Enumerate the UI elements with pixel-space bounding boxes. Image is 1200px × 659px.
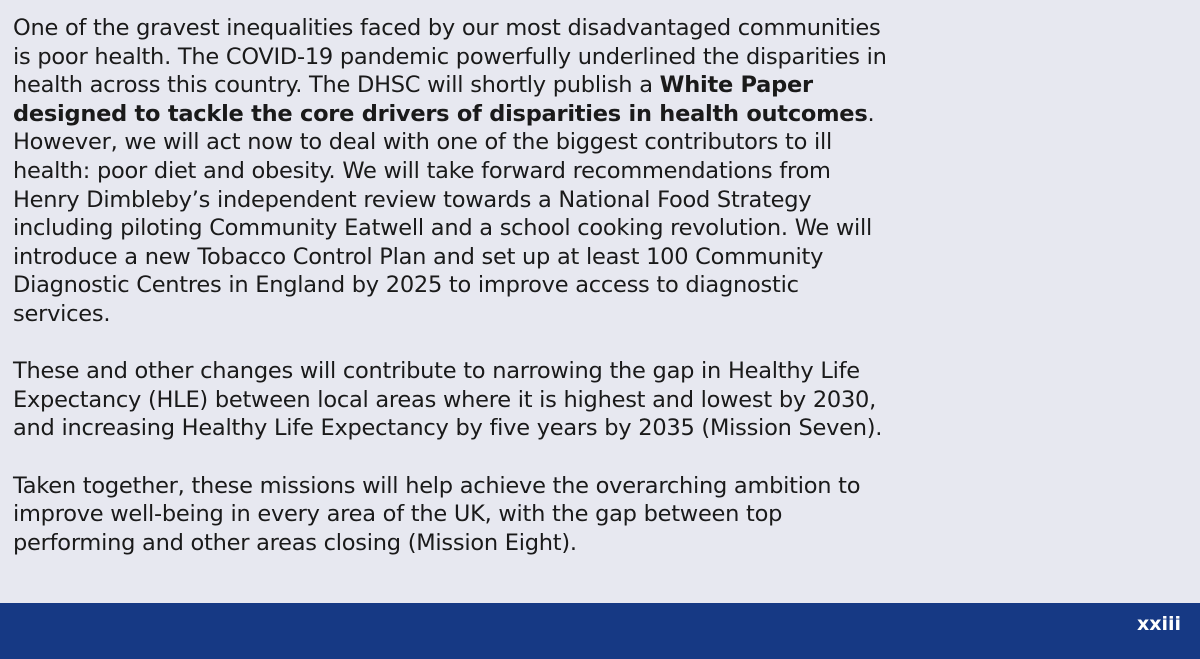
bold-white-paper-text: White Paper designed to tackle the core drivers of disparities in health outcomes: [13, 72, 868, 127]
paragraph-text: One of the gravest inequalities faced by our most disadvantaged communities is poor health. The COVID-19 pandemic powerfully underlined the disparities in health across this country. The DHSC will shortly publish a: [13, 15, 887, 99]
paragraph-mission-seven: These and other changes will contribute to narrowing the gap in Healthy Life Expectancy (HLE) between local areas where it is highest and lowest by 2030, and increasing Healthy Life Expectancy by five years by 2035 (Mission Seven).: [13, 358, 883, 442]
paragraph-mission-eight: Taken together, these missions will help achieve the overarching ambition to improve well-being in every area of the UK, with the gap between top performing and other areas closing (Mission Eight).: [13, 472, 861, 556]
footer-band: [0, 603, 1200, 659]
paragraph-health-inequalities: [13, 14, 893, 329]
page-number: xxiii: [1136, 613, 1181, 635]
document-body: [13, 14, 893, 557]
paragraph-text: . However, we will act now to deal with one of the biggest contributors to ill health: poor diet and obesity. We will take forward recommendations from Henry Dimbleby’s independent review towards a National Food Strategy including piloting Community Eatwell and a school cooking revolution. We will introduce a new Tobacco Control Plan and set up at least 100 Community Diagnostic Centres in England by 2025 to improve access to diagnostic services.: [13, 100, 875, 327]
